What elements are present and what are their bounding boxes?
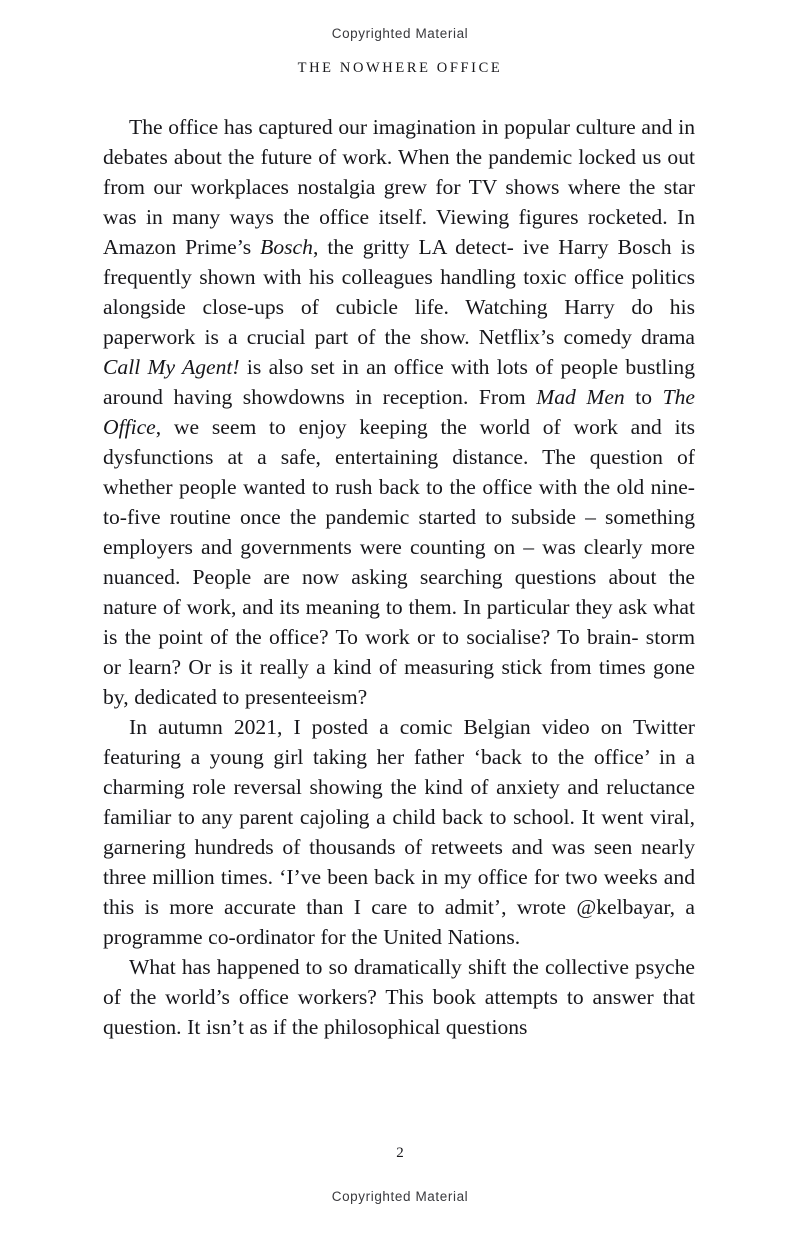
paragraph-3: What has happened to so dramatically shift the collective psyche of the world’s office workers? This book attempts to answer that question. It isn’t as if the philosophical questions [103, 955, 695, 1039]
title-mad-men: Mad Men [536, 385, 625, 409]
copyright-watermark-top: Copyrighted Material [331, 26, 469, 41]
running-head: THE NOWHERE OFFICE [297, 60, 503, 76]
page-number: 2 [396, 1145, 404, 1161]
page-body-text [103, 112, 695, 1042]
title-call-my-agent: Call My Agent! [103, 355, 240, 379]
paragraph-2: In autumn 2021, I posted a comic Belgian video on Twitter featuring a young girl taking her father ‘back to the office’ in a charming role reversal showing the kind of anxiety and reluctance familiar to any parent cajoling a child back to school. It went viral, garnering hundreds of thousands of retweets and was seen nearly three million times. ‘I’ve been back in my office for two weeks and this is more accurate than I care to admit’, wrote @kelbayar, a programme co-ordinator for the United Nations. [103, 715, 695, 949]
title-the-office: The Office [103, 385, 695, 439]
paragraph-1: The office has captured our imagination in popular culture and in debates about the future of work. When the pandemic locked us out from our workplaces nostalgia grew for TV shows where the star was in many ways the office itself. Viewing figures rocketed. In Amazon Prime’s Bosch, the gritty LA detect- ive Harry Bosch is frequently shown with his colleagues handling toxic office politics alongside close-ups of cubicle life. Watching Harry do his paperwork is a crucial part of the show. Netflix’s comedy drama Call My Agent! is also set in an office with lots of people bustling around having showdowns in reception. From Mad Men to The Office, we seem to enjoy keeping the world of work and its dysfunctions at a safe, entertaining distance. The question of whether people wanted to rush back to the office with the old nine-to-five routine once the pandemic started to subside – something employers and governments were counting on – was clearly more nuanced. People are now asking searching questions about the nature of work, and its meaning to them. In particular they ask what is the point of the office? To work or to socialise? To brain- storm or learn? Or is it really a kind of measuring stick from times gone by, dedicated to presenteeism? [103, 115, 695, 709]
title-bosch: Bosch [260, 235, 313, 259]
copyright-watermark-bottom: Copyrighted Material [331, 1189, 469, 1204]
